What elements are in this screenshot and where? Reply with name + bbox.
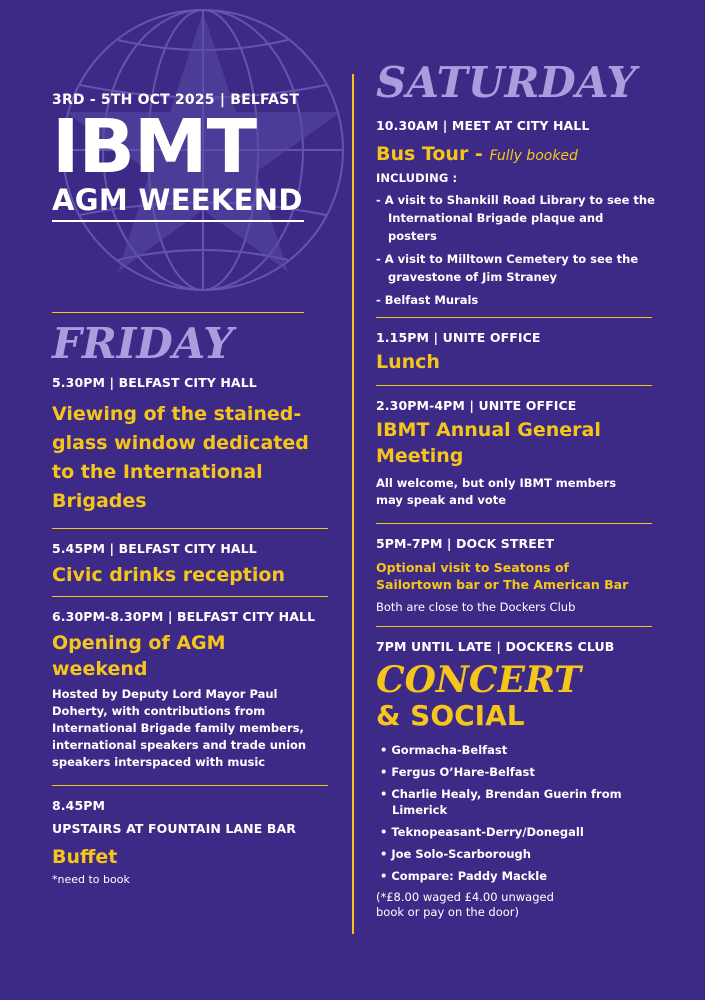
event-time: 5PM-7PM | DOCK STREET xyxy=(376,536,555,551)
event-venue: UPSTAIRS AT FOUNTAIN LANE BAR xyxy=(52,821,296,836)
event-time: 5.45PM | BELFAST CITY HALL xyxy=(52,541,257,556)
event-description: All welcome, but only IBMT members may speak and vote xyxy=(376,476,617,507)
event-title: Lunch xyxy=(376,351,440,373)
bus-tour-label: Bus Tour - xyxy=(376,143,490,165)
social-title: & SOCIAL xyxy=(376,699,525,732)
event-title xyxy=(376,141,656,169)
list-item: - Belfast Murals xyxy=(376,293,479,307)
event-time: 2.30PM-4PM | UNITE OFFICE xyxy=(376,398,577,413)
divider xyxy=(376,317,652,318)
header xyxy=(52,92,312,222)
list-item: • Fergus O’Hare-Belfast xyxy=(380,765,535,779)
divider xyxy=(52,312,304,313)
bus-tour-list xyxy=(376,191,656,309)
friday-column xyxy=(52,312,332,887)
list-item: - A visit to Shankill Road Library to see the International Brigade plaque and posters xyxy=(376,193,655,243)
list-item: • Teknopeasant-Derry/Donegall xyxy=(380,825,584,839)
event-description: Both are close to the Dockers Club xyxy=(376,600,576,614)
price-note: (*£8.00 waged £4.00 unwaged book or pay on the door) xyxy=(376,890,554,919)
event-title: Buffet xyxy=(52,846,118,868)
event-description: Hosted by Deputy Lord Mayor Paul Doherty, with contributions from International Brigade family members, international speakers and trade union speakers interspaced with music xyxy=(52,687,307,769)
page-subtitle: AGM WEEKEND xyxy=(52,184,304,222)
concert-title: CONCERT xyxy=(376,659,582,701)
column-divider xyxy=(352,74,354,934)
event-title: Optional visit to Seatons of Sailortown bar or The American Bar xyxy=(376,560,629,592)
event-dates: 3RD - 5TH OCT 2025 | BELFAST xyxy=(52,92,300,108)
list-item: • Joe Solo-Scarborough xyxy=(380,847,531,861)
event-note: *need to book xyxy=(52,873,130,886)
divider xyxy=(376,626,652,627)
event-title: Viewing of the stained-glass window dedicated to the International Brigades xyxy=(52,403,309,512)
divider xyxy=(52,785,328,786)
saturday-column xyxy=(376,60,656,920)
event-time: 1.15PM | UNITE OFFICE xyxy=(376,330,541,345)
event-time: 10.30AM | MEET AT CITY HALL xyxy=(376,118,590,133)
list-item: • Compare: Paddy Mackle xyxy=(380,869,547,883)
friday-heading: FRIDAY xyxy=(52,319,234,368)
list-item: • Charlie Healy, Brendan Guerin from Limerick xyxy=(380,787,622,817)
saturday-heading: SATURDAY xyxy=(376,58,637,107)
event-title: Opening of AGM weekend xyxy=(52,632,226,680)
divider xyxy=(52,528,328,529)
event-time: 5.30PM | BELFAST CITY HALL xyxy=(52,375,257,390)
event-title: IBMT Annual General Meeting xyxy=(376,419,601,467)
event-time: 7PM UNTIL LATE | DOCKERS CLUB xyxy=(376,639,615,654)
list-item: • Gormacha-Belfast xyxy=(380,743,508,757)
booking-status: Fully booked xyxy=(489,148,578,164)
event-time: 6.30PM-8.30PM | BELFAST CITY HALL xyxy=(52,609,316,624)
event-title: Civic drinks reception xyxy=(52,564,285,586)
including-label: INCLUDING : xyxy=(376,171,458,185)
divider xyxy=(376,523,652,524)
divider xyxy=(52,596,328,597)
list-item: - A visit to Milltown Cemetery to see the gravestone of Jim Straney xyxy=(376,252,639,284)
page-title: IBMT xyxy=(52,104,257,190)
acts-list xyxy=(376,742,656,884)
divider xyxy=(376,385,652,386)
event-time: 8.45PM xyxy=(52,798,106,813)
